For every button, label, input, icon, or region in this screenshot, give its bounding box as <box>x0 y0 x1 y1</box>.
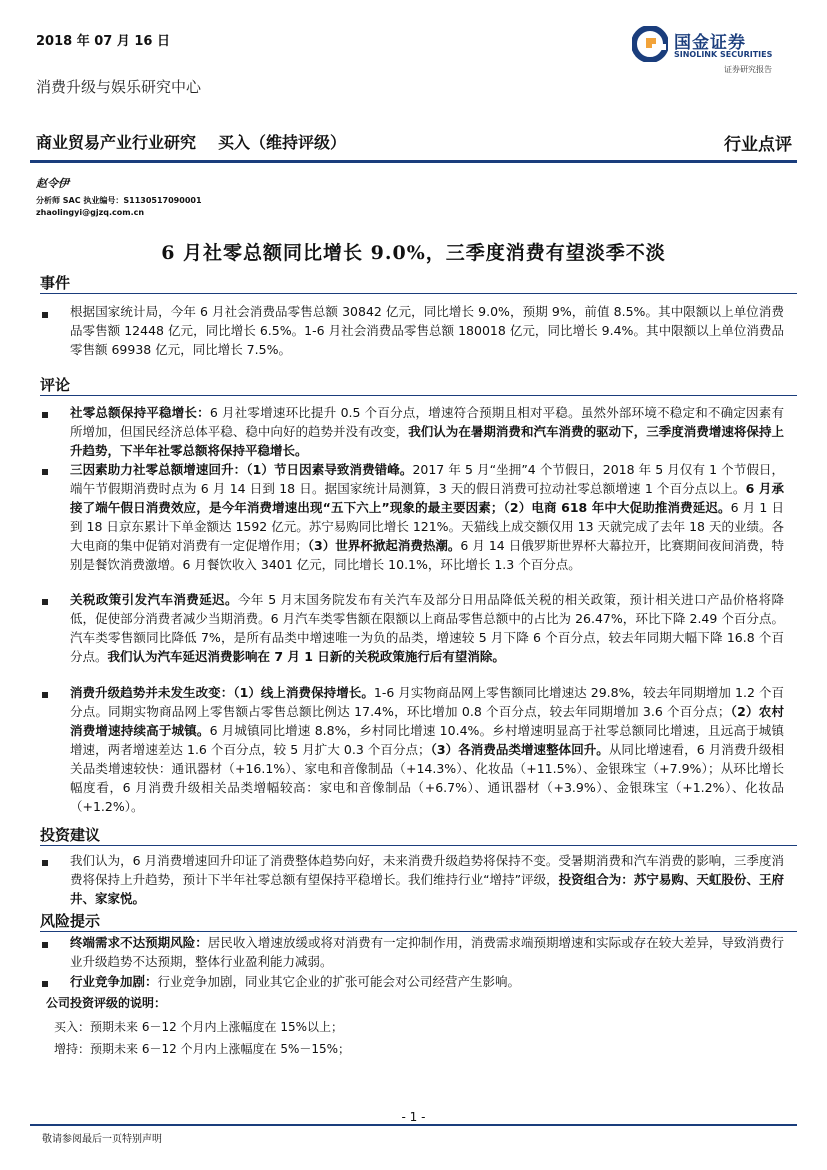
industry-label: 商业贸易产业行业研究 <box>36 133 197 152</box>
emphasis: 终端需求不达预期风险： <box>70 935 208 950</box>
emphasis: 我们认为在暑期消费和汽车消费的驱动下，三季度消费增速将保持上升趋势，下半年社零总额将保持平稳增长。 <box>70 424 784 458</box>
report-date: 2018 年 07 月 16 日 <box>36 34 170 49</box>
report-title: 6 月社零总额同比增长 9.0%，三季度消费有望淡季不淡 <box>161 242 666 264</box>
logo-sub: 证券研究报告 <box>724 65 772 74</box>
section-rule <box>40 293 797 294</box>
bullet-icon <box>42 692 48 698</box>
report-type: 行业点评 <box>724 135 792 155</box>
body-text: 6 月 14 日俄罗斯世界杯大幕拉开，比赛期间夜间消费，特别是餐饮消费激增。6 月餐饮收入 3401 亿元，同比增长 10.1%，环比增长 1.3 个百分点。 <box>70 538 784 572</box>
rating-buy: 买入：预期未来 6－12 个月内上涨幅度在 15%以上； <box>54 1020 344 1034</box>
bullet-icon <box>42 860 48 866</box>
research-center: 消费升级与娱乐研究中心 <box>36 78 202 96</box>
bullet-icon <box>42 942 48 948</box>
emphasis: （2）农村消费增速持续高于城镇。 <box>70 704 784 738</box>
bullet-icon <box>42 981 48 987</box>
emphasis: （3）各消费品类增速整体回升。 <box>430 742 609 757</box>
body-text: 从同比增速看，6 月消费升级相关品类增速较快：通讯器材（+16.1%）、家电和音像制品（+14.3%）、化妆品（+11.5%）、金银珠宝（+7.9%）；从环比增长幅度看，6 月消费升级相关品类增幅较高：家电和音像制品（+6.7%）、通讯器材（+3.9%）、金银珠宝（+1.2%）、化妆品（+1.2%）。 <box>70 742 784 814</box>
invest-paragraph <box>70 851 784 908</box>
rating-explanation-label: 公司投资评级的说明： <box>46 996 167 1010</box>
emphasis: 消费升级趋势并未发生改变：（1）线上消费保持增长。 <box>70 685 374 700</box>
rating-label: 买入（维持评级） <box>218 133 347 152</box>
body-text: 1-6 月实物商品网上零售额同比增速达 29.8%，较去年同期增加 1.2 个百分点。同期实物商品网上零售额占零售总额比例达 17.4%，环比增加 0.8 个百分点，较去年同期增加 3.6 个百分点； <box>70 685 784 719</box>
page-number: - 1 - <box>401 1110 426 1124</box>
emphasis: 社零总额保持平稳增长： <box>70 405 210 420</box>
bullet-icon <box>42 312 48 318</box>
emphasis: 6 月承接了端午假日消费效应，是今年消费增速出现“五下六上”现象的最主要因素；（2）电商 618 年中大促助推消费延迟。 <box>70 481 784 515</box>
emphasis: （3）世界杯掀起消费热潮。 <box>307 538 461 553</box>
footer-disclaimer: 敬请参阅最后一页特别声明 <box>42 1134 162 1145</box>
comment-paragraph-3 <box>70 590 784 666</box>
body-text: 2017 年 5 月“坐拥”4 个节假日，2018 年 5 月仅有 1 个节假日，端午节假期消费时点为 6 月 14 日到 18 日。据国家统计局测算，3 天的假日消费可拉动社零总额增速 1 个百分点以上。 <box>70 462 785 496</box>
logo-en: SINOLINK SECURITIES <box>674 50 773 59</box>
comment-paragraph-1 <box>70 403 784 460</box>
body-text: 6 月城镇同比增速 8.8%，乡村同比增速 10.4%。乡村增速明显高于社零总额同比增速，且远高于城镇增速，两者增速差达 1.6 个百分点，较 5 月扩大 0.3 个百分点； <box>70 723 784 757</box>
author-email: zhaolingyi@gjzq.com.cn <box>36 208 145 217</box>
company-logo <box>632 26 792 78</box>
section-heading-invest: 投资建议 <box>40 826 101 844</box>
body-text: 6 月社零增速环比提升 0.5 个百分点，增速符合预期且相对平稳。虽然外部环境不稳定和不确定因素有所增加，但国民经济总体平稳、稳中向好的趋势并没有改变， <box>70 405 784 439</box>
body-text: 居民收入增速放缓或将对消费有一定抑制作用，消费需求端预期增速和实际或存在较大差异，导致消费行业升级趋势不达预期，整体行业盈利能力减弱。 <box>70 935 784 969</box>
industry-rating-row <box>36 130 346 153</box>
body-text: 6 月 1 日到 18 日京东累计下单金额达 1592 亿元。苏宁易购同比增长 121%。天猫线上成交额仅用 13 天就完成了去年 18 天的业绩。各大电商的集中促销对消费有一定促增作用； <box>70 500 784 553</box>
emphasis: 行业竞争加剧： <box>70 974 158 989</box>
body-text: 行业竞争加剧，同业其它企业的扩张可能会对公司经营产生影响。 <box>157 974 521 989</box>
section-heading-risk: 风险提示 <box>40 912 101 930</box>
author-license: 分析师 SAC 执业编号：S1130517090001 <box>36 196 202 205</box>
event-paragraph: 根据国家统计局，今年 6 月社会消费品零售总额 30842 亿元，同比增长 9.0%，预期 9%，前值 8.5%。其中限额以上单位消费品零售额 12448 亿元，同比增长 6.5%。1-6 月社会消费品零售总额 180018 亿元，同比增长 9.4%。其中限额以上单位消费品零售额 69938 亿元，同比增长 7.5%。 <box>70 304 784 357</box>
section-rule <box>40 845 797 846</box>
emphasis: 关税政策引发汽车消费延迟。 <box>70 592 238 607</box>
section-heading-comment: 评论 <box>40 376 71 394</box>
bullet-icon <box>42 412 48 418</box>
author-name: 赵令伊 <box>36 177 69 190</box>
risk-paragraph-2 <box>70 972 784 991</box>
comment-paragraph-4 <box>70 683 784 816</box>
header-rule <box>30 160 797 163</box>
bullet-icon <box>42 469 48 475</box>
bullet-icon <box>42 599 48 605</box>
footer-rule <box>30 1124 797 1126</box>
section-rule <box>40 395 797 396</box>
body-text: 今年 5 月末国务院发布有关汽车及部分日用品降低关税的相关政策，预计相关进口产品价格将降低，促使部分消费者减少当期消费。6 月汽车类零售额在限额以上商品零售总额中的占比为 26.47%，环比下降 2.49 个百分点。汽车类零售额同比降低 7%，是所有品类中增速唯一为负的品类，增速较 5 月下降 6 个百分点，较去年同期大幅下降 16.8 个百分点。 <box>70 592 784 664</box>
section-heading-event: 事件 <box>40 274 71 292</box>
comment-paragraph-2 <box>70 460 784 574</box>
rating-add: 增持：预期未来 6－12 个月内上涨幅度在 5%－15%； <box>54 1042 351 1056</box>
logo-cn: 国金证券 <box>674 33 746 53</box>
emphasis: 三因素助力社零总额增速回升：（1）节日因素导致消费错峰。 <box>70 462 413 477</box>
sinolink-logo-icon <box>632 26 668 62</box>
emphasis: 我们认为汽车延迟消费影响在 7 月 1 日新的关税政策施行后有望消除。 <box>107 649 505 664</box>
risk-paragraph-1 <box>70 933 784 971</box>
section-rule <box>40 931 797 932</box>
body-text: 我们认为，6 月消费增速回升印证了消费整体趋势向好，未来消费升级趋势将保持不变。受暑期消费和汽车消费的影响，三季度消费将保持上升趋势，预计下半年社零总额有望保持平稳增长。我们维持行业“增持”评级， <box>70 853 784 887</box>
emphasis: 投资组合为：苏宁易购、天虹股份、王府井、家家悦。 <box>70 872 784 906</box>
